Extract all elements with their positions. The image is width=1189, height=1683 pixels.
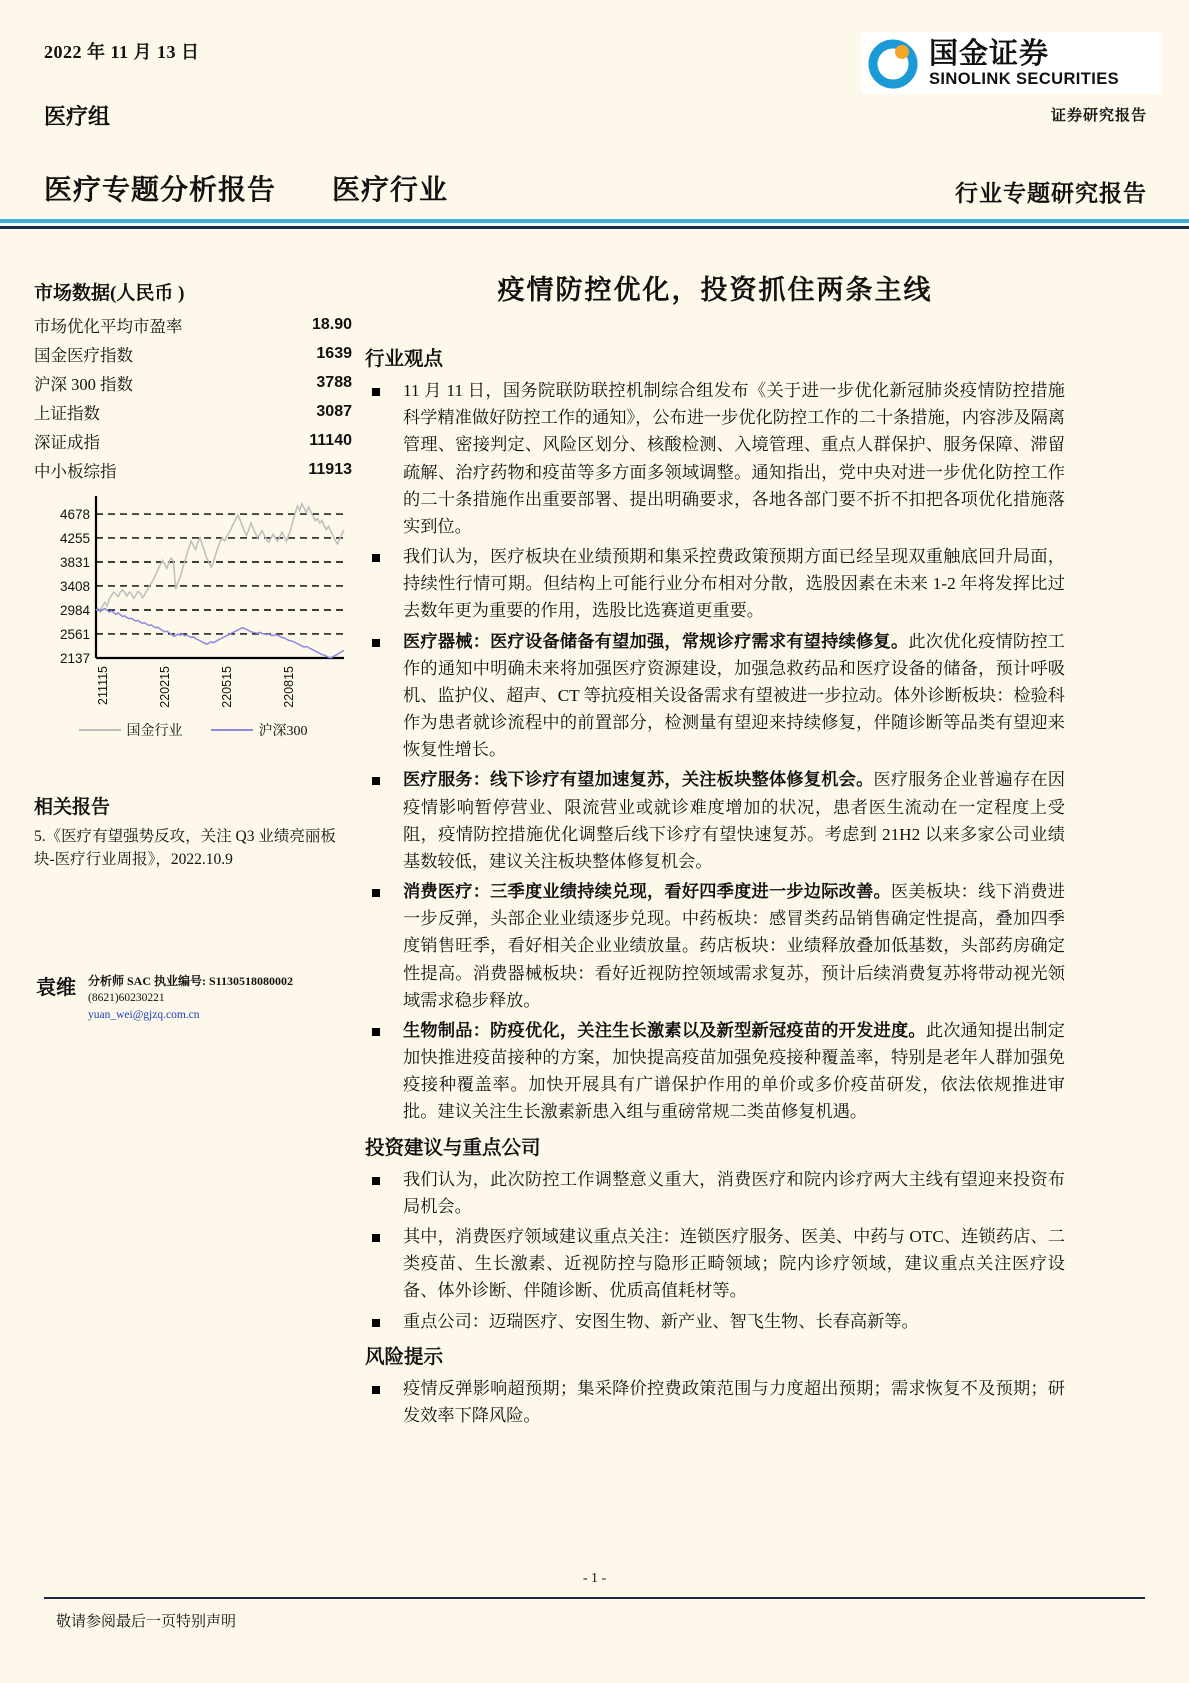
chart-canvas <box>34 488 352 718</box>
list-item <box>365 1223 1065 1305</box>
section-heading: 风险提示 <box>365 1346 444 1368</box>
x-axis-tick-label: 220515 <box>220 666 234 708</box>
y-axis-tick-label: 3831 <box>59 555 90 571</box>
page-title: 疫情防控优化，投资抓住两条主线 <box>497 275 933 305</box>
bullet-lead: 生物制品：防疫优化，关注生长激素以及新型新冠疫苗的开发进度。 <box>403 1020 926 1040</box>
list-item <box>365 1017 1065 1126</box>
header-right-label: 行业专题研究报告 <box>955 181 1147 206</box>
research-report-tag: 证券研究报告 <box>1050 108 1147 124</box>
analyst-phone: (8621)60230221 <box>88 992 165 1005</box>
logo-english-name: SINOLINK SECURITIES <box>929 69 1120 88</box>
market-data-panel <box>34 278 352 484</box>
bullet-text: 此次优化疫情防控工作的通知中明确未来将加强医疗资源建设，加强急救药品和医疗设备的储备，预计呼吸机、监护仪、超声、CT 等抗疫相关设备需求有望被进一步拉动。体外诊断板块：检验科作为患者就诊流程中的前置部分，检测量有望迎来持续修复，伴随诊断等品类有望迎来恢复性增长。 <box>403 631 1065 760</box>
document-sections <box>365 343 1065 1429</box>
page-number: - 1 - <box>582 1571 607 1586</box>
legend-swatch-gray <box>79 729 121 731</box>
list-item <box>365 1166 1065 1220</box>
footer-divider <box>44 1597 1145 1599</box>
legend-label-0: 国金行业 <box>126 724 183 739</box>
legend-label-1: 沪深300 <box>258 724 308 739</box>
market-row-value: 11913 <box>308 460 352 478</box>
chart-series-line <box>96 609 344 658</box>
bullet-lead: 医疗服务：线下诊疗有望加速复苏，关注板块整体修复机会。 <box>403 770 874 790</box>
list-item <box>365 1375 1065 1429</box>
bullet-text: 疫情反弹影响超预期；集采降价控费政策范围与力度超出预期；需求恢复不及预期；研发效率下降风险。 <box>403 1378 1065 1425</box>
index-performance-chart <box>34 488 352 748</box>
market-row-label: 上证指数 <box>34 403 100 423</box>
footer-disclaimer: 敬请参阅最后一页特别声明 <box>56 1614 237 1630</box>
bullet-text: 此次通知提出制定加快推进疫苗接种的方案，加快提高疫苗加强免疫接种覆盖率，特别是老年人群加强免疫接种覆盖率。加快开展具有广谱保护作用的单价或多价疫苗研发，依法依规推进审批。建议关注生长激素新患入组与重磅常规二类苗修复机遇。 <box>403 1020 1065 1122</box>
table-row <box>34 368 352 397</box>
y-axis-tick-label: 2561 <box>59 626 90 642</box>
logo-chinese-name: 国金证券 <box>929 35 1050 70</box>
report-body <box>365 268 1065 1435</box>
analyst-email[interactable]: yuan_wei@gjzq.com.cn <box>88 1009 200 1022</box>
market-row-label: 国金医疗指数 <box>34 345 133 365</box>
bullet-text: 我们认为，此次防控工作调整意义重大，消费医疗和院内诊疗两大主线有望迎来投资布局机会。 <box>403 1169 1065 1216</box>
bullet-text: 我们认为，医疗板块在业绩预期和集采控费政策预期方面已经呈现双重触底回升局面，持续性行情可期。但结构上可能行业分布相对分散，选股因素在未来 1-2 年将发挥比过去数年更为重要的作用，选股比选赛道更重要。 <box>403 547 1065 621</box>
y-axis-tick-label: 2984 <box>59 603 90 619</box>
list-item <box>365 1308 1065 1335</box>
report-type-title: 医疗专题分析报告 <box>44 173 277 206</box>
legend-item-1 <box>211 720 308 740</box>
bullet-text: 11 月 11 日，国务院联防联控机制综合组发布《关于进一步优化新冠肺炎疫情防控措施科学精准做好防控工作的通知》，公布进一步优化防控工作的二十条措施，内容涉及隔离管理、密接判定、风险区划分、核酸检测、入境管理、重点人群保护、服务保障、滞留疏解、治疗药物和疫苗等多方面多领域调整。通知指出，党中央对进一步优化防控工作的二十条措施作出重要部署、提出明确要求，各地各部门要不折不扣把各项优化措施落实到位。 <box>403 381 1065 536</box>
related-reports-panel <box>34 792 354 872</box>
company-logo <box>861 32 1161 94</box>
report-date: 2022 年 11 月 13 日 <box>44 42 200 62</box>
market-data-table <box>34 310 352 484</box>
market-row-value: 1639 <box>316 344 352 362</box>
market-row-value: 11140 <box>309 431 352 449</box>
list-item <box>365 766 1065 875</box>
bullet-text: 医疗服务企业普遍存在因疫情影响暂停营业、限流营业或就诊难度增加的状况，患者医生流动在一定程度上受阻，疫情防控措施优化调整后线下诊疗有望快速复苏。考虑到 21H2 以来多家公司业绩基数较低，建议关注板块整体修复机会。 <box>403 770 1065 871</box>
analyst-name: 袁维 <box>36 977 76 999</box>
x-axis-tick-label: 211115 <box>96 666 110 705</box>
chart-legend <box>34 720 352 740</box>
table-row <box>34 397 352 426</box>
x-axis-tick-label: 220815 <box>282 666 296 708</box>
market-row-label: 中小板综指 <box>34 461 117 481</box>
table-row <box>34 426 352 455</box>
bullet-text: 医美板块：线下消费进一步反弹，头部企业业绩逐步兑现。中药板块：感冒类药品销售确定性提高，叠加四季度销售旺季，看好相关企业业绩放量。药店板块：业绩释放叠加低基数，头部药房确定性提高。消费器械板块：看好近视防控领域需求复苏，预计后续消费复苏将带动视光领域需求稳步释放。 <box>403 882 1065 1010</box>
list-item <box>365 628 1065 764</box>
header-divider-dark <box>0 226 1189 229</box>
research-group: 医疗组 <box>44 104 111 129</box>
industry-title: 医疗行业 <box>332 173 449 206</box>
related-report-item[interactable]: 5.《医疗有望强势反攻，关注 Q3 业绩亮丽板块-医疗行业周报》，2022.10.9 <box>34 828 336 869</box>
legend-swatch-blue <box>211 729 253 731</box>
market-row-value: 3788 <box>316 373 352 391</box>
table-row <box>34 339 352 368</box>
market-row-label: 市场优化平均市盈率 <box>34 316 183 336</box>
legend-item-0 <box>79 720 183 740</box>
bullet-text: 重点公司：迈瑞医疗、安图生物、新产业、智飞生物、长春高新等。 <box>403 1311 919 1331</box>
table-row <box>34 310 352 339</box>
y-axis-tick-label: 2137 <box>59 651 90 666</box>
bullet-list <box>365 1166 1065 1335</box>
bullet-list <box>365 1375 1065 1429</box>
related-reports-heading: 相关报告 <box>34 797 111 818</box>
sinolink-logo-icon <box>867 37 919 89</box>
market-data-heading: 市场数据(人民币 ) <box>34 283 185 304</box>
list-item <box>365 543 1065 625</box>
section-heading: 投资建议与重点公司 <box>365 1137 541 1159</box>
chart-series-line <box>96 504 344 612</box>
header-divider-blue <box>0 219 1189 223</box>
analyst-sac-number: 分析师 SAC 执业编号: S1130518080002 <box>88 974 294 988</box>
table-row <box>34 455 352 484</box>
analyst-block <box>36 955 356 1024</box>
header-title-row <box>44 168 448 208</box>
x-axis-tick-label: 220215 <box>158 666 172 708</box>
list-item <box>365 377 1065 540</box>
market-row-label: 深证成指 <box>34 432 100 452</box>
section-heading: 行业观点 <box>365 349 444 370</box>
bullet-list <box>365 377 1065 1126</box>
y-axis-tick-label: 4255 <box>59 530 90 546</box>
market-row-label: 沪深 300 指数 <box>34 374 133 394</box>
market-row-value: 3087 <box>316 402 352 420</box>
market-row-value: 18.90 <box>311 315 352 333</box>
y-axis-tick-label: 4678 <box>59 507 90 523</box>
bullet-lead: 医疗器械：医疗设备储备有望加强，常规诊疗需求有望持续修复。 <box>403 631 909 651</box>
analyst-contact <box>88 955 293 1024</box>
bullet-text: 其中，消费医疗领域建议重点关注：连锁医疗服务、医美、中药与 OTC、连锁药店、二类疫苗、生长激素、近视防控与隐形正畸领域；院内诊疗领域，建议重点关注医疗设备、体外诊断、伴随诊断、优质高值耗材等。 <box>403 1226 1065 1301</box>
bullet-lead: 消费医疗：三季度业绩持续兑现，看好四季度进一步边际改善。 <box>403 882 891 902</box>
y-axis-tick-label: 3408 <box>59 578 90 594</box>
list-item <box>365 878 1065 1014</box>
